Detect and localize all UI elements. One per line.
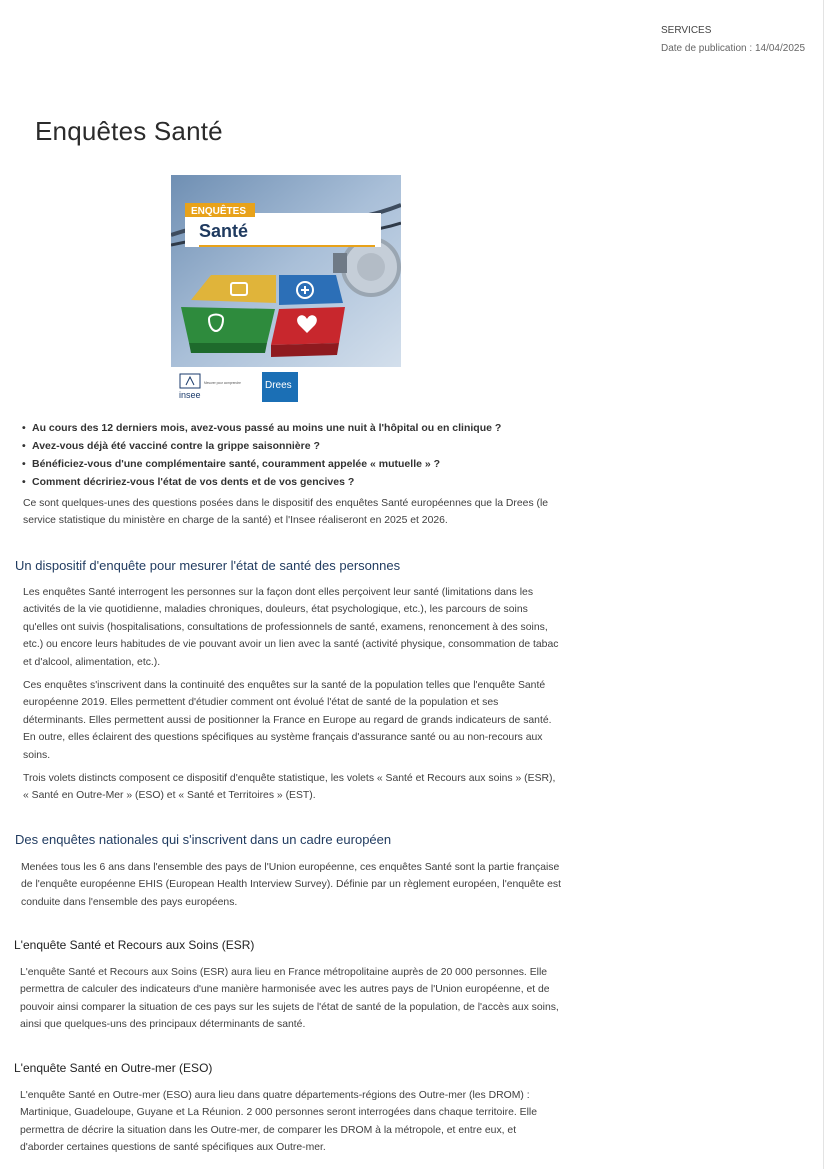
pie-green-piece	[181, 307, 275, 343]
section-heading-europeen: Des enquêtes nationales qui s'inscrivent dans un cadre européen	[15, 832, 392, 847]
insee-tagline: Mesurer pour comprendre	[204, 381, 241, 385]
hero-subtitle: Santé	[199, 221, 249, 241]
insee-logo-text: insee	[179, 390, 201, 400]
drees-logo-text: Drees	[265, 380, 292, 391]
hero-badge: ENQUÊTES	[191, 206, 247, 217]
list-item: • Avez-vous déjà été vacciné contre la grippe saisonnière ?	[22, 437, 501, 455]
section-label: SERVICES	[661, 25, 712, 36]
paragraph: Les enquêtes Santé interrogent les personnes sur la façon dont elles perçoivent leur santé (limitations dans les activités de la vie quotidienne, maladies chroniques, douleurs, état psychologique, etc.), les parcours de soins qu'elles ont suivis (hospitalisations, consultations de professionnels de santé, examens, renoncement à des soins, etc.) ou encore leurs habitudes de vie pouvant avoir un lien avec la santé (activité physique, consommation de tabac et d'alcool, alimentation, etc.).	[23, 587, 559, 668]
partner-logos	[178, 372, 308, 402]
paragraph: L'enquête Santé et Recours aux Soins (ESR) aura lieu en France métropolitaine auprès de 20 000 personnes. Elle permettra de calculer des indicateurs d'une manière harmonisée avec les autres pays de l'Union européenne, et de pouvoir ainsi comparer la situation de ces pays sur les sujets de l'état de santé de la population, de l'accès aux soins, ainsi que quelques-uns des principaux déterminants de santé.	[20, 967, 559, 1031]
intro-paragraph: Ce sont quelques-unes des questions posées dans le dispositif des enquêtes Santé européennes que la Drees (le service statistique du ministère en charge de la santé) et l'Insee réaliseront en 2025 et 2026.	[23, 498, 549, 527]
page-edge	[823, 0, 824, 1169]
publication-date: Date de publication : 14/04/2025	[661, 43, 805, 54]
page-title: Enquêtes Santé	[35, 116, 223, 146]
section-heading-dispositif: Un dispositif d'enquête pour mesurer l'état de santé des personnes	[15, 558, 401, 573]
question-list	[22, 419, 501, 491]
section-heading-esr: L'enquête Santé et Recours aux Soins (ESR)	[14, 938, 255, 952]
section-heading-eso: L'enquête Santé en Outre-mer (ESO)	[14, 1061, 213, 1075]
list-item: • Bénéficiez-vous d'une complémentaire santé, couramment appelée « mutuelle » ?	[22, 455, 501, 473]
hero-illustration	[171, 175, 401, 367]
hero-image	[171, 175, 401, 367]
list-item: • Au cours des 12 derniers mois, avez-vous passé au moins une nuit à l'hôpital ou en clinique ?	[22, 419, 501, 437]
paragraph: Ces enquêtes s'inscrivent dans la continuité des enquêtes sur la santé de la population telles que l'enquête Santé européenne 2019. Elles permettent d'étudier comment ont évolué l'état de santé de la population et ses déterminants. Elles permettent aussi de positionner la France en Europe au regard de grands indicateurs de santé. En outre, elles éclairent des questions spécifiques au système français d'assurance santé ou au non-recours aux soins.	[23, 680, 552, 761]
paragraph: Menées tous les 6 ans dans l'ensemble des pays de l'Union européenne, ces enquêtes Santé sont la partie française de l'enquête européenne EHIS (European Health Interview Survey). Définie par un règlement européen, l'enquête est conduite dans l'ensemble des pays européens.	[21, 862, 562, 908]
list-item: • Comment décririez-vous l'état de vos dents et de vos gencives ?	[22, 473, 501, 491]
paragraph: Trois volets distincts composent ce dispositif d'enquête statistique, les volets « Santé et Recours aux soins » (ESR), « Santé en Outre-Mer » (ESO) et « Santé et Territoires » (EST).	[23, 773, 556, 802]
pie-blue-piece	[279, 275, 343, 305]
page-header	[661, 22, 805, 58]
paragraph: L'enquête Santé en Outre-mer (ESO) aura lieu dans quatre départements-régions des Outre-mer (les DROM) : Martinique, Guadeloupe, Guyane et La Réunion. 2 000 personnes seront interrogées dans chaque territoire. Elle permettra de décrire la situation dans les Outre-mer, de comparer les DROM à la métropole, et entre eux, et d'aborder certaines questions de santé spécifiques aux Outre-mer.	[20, 1090, 537, 1154]
